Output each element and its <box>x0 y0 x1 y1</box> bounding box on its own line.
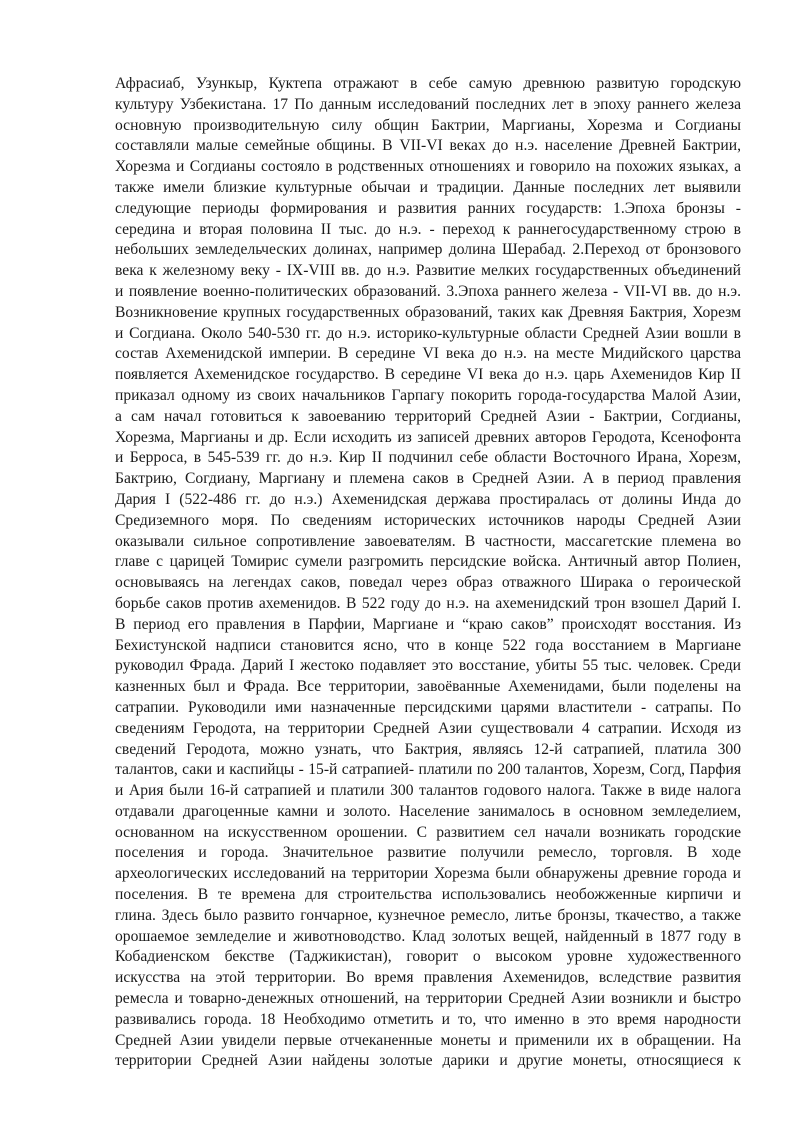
text-line: археологических исследований на территории Хорезма были обнаружены древние города и <box>115 865 741 883</box>
text-line: В период его правления в Парфии, Маргиане и “краю саков” происходят восстания. Из <box>115 615 741 633</box>
text-line: Средиземного моря. По сведениям исторических источников народы Средней Азии <box>115 511 741 529</box>
text-line: территории Средней Азии найдены золотые дарики и другие монеты, относящиеся к <box>115 1052 741 1070</box>
text-line: отдавали драгоценные камни и золото. Население занималось в основном земледелием, <box>115 802 741 820</box>
text-line: середина и вторая половина II тыс. до н.э. - переход к раннегосударственному строю в <box>115 220 741 238</box>
text-line: оказывали сильное сопротивление завоевателям. В частности, массагетские племена во <box>115 532 741 550</box>
text-line: основываясь на легендах саков, поведал через образ отважного Ширака о героической <box>115 574 741 592</box>
text-line: приказал одному из своих начальников Гарпагу покорить города-государства Малой Азии, <box>115 386 741 404</box>
text-line: поселения. В те времена для строительства использовались необожженные кирпичи и <box>115 886 741 904</box>
text-line: и Ария были 16-й сатрапией и платили 300 талантов годового налога. Также в виде налога <box>115 782 741 800</box>
text-line: сатрапии. Руководили ими назначенные персидскими царями властители - сатрапы. По <box>115 698 741 716</box>
text-line: сведений Геродота, можно узнать, что Бактрия, являясь 12-й сатрапией, платила 300 <box>115 740 741 758</box>
text-line: небольших земледельческих долинах, например долина Шерабад. 2.Переход от бронзового <box>115 241 741 259</box>
text-line: также имели близкие культурные обычаи и традиции. Данные последних лет выявили <box>115 178 741 196</box>
text-line: искусства на этой территории. Во время правления Ахеменидов, вследствие развития <box>115 969 741 987</box>
text-line: появляется Ахеменидское государство. В середине VI века до н.э. царь Ахеменидов Кир II <box>115 366 741 384</box>
text-line: сведениям Геродота, на территории Средней Азии существовали 4 сатрапии. Исходя из <box>115 719 741 737</box>
text-line: поселения и города. Значительное развитие получили ремесло, торговля. В ходе <box>115 844 741 862</box>
text-line: Хорезма и Согдианы состояло в родственных отношениях и говорило на похожих языках, а <box>115 158 741 176</box>
text-line: Афрасиаб, Узункыр, Куктепа отражают в себе самую древнюю развитую городскую <box>115 75 741 92</box>
text-line: Возникновение крупных государственных образований, таких как Древняя Бактрия, Хорезм <box>115 303 741 321</box>
text-line: развивались города. 18 Необходимо отметить и то, что именно в это время народности <box>115 1010 741 1028</box>
text-line: Хорезма, Маргианы и др. Если исходить из записей древних авторов Геродота, Ксенофонта <box>115 428 741 446</box>
text-line: и Согдиана. Около 540-530 гг. до н.э. историко-культурные области Средней Азии вошли в <box>115 324 741 342</box>
text-line: талантов, саки и каспийцы - 15-й сатрапией- платили по 200 талантов, Хорезм, Согд, Парфия <box>115 761 741 779</box>
text-line: а сам начал готовиться к завоеванию территорий Средней Азии - Бактрии, Согдианы, <box>115 407 741 425</box>
text-line: века к железному веку - IX-VIII вв. до н.э. Развитие мелких государственных объединений <box>115 262 741 280</box>
text-line: Бактрию, Согдиану, Маргиану и племена саков в Средней Азии. А в период правления <box>115 470 741 488</box>
body-text <box>115 74 741 1072</box>
text-line: орошаемое земледелие и животноводство. Клад золотых вещей, найденный в 1877 году в <box>115 927 741 945</box>
text-line: казненных был и Фрада. Все территории, завоёванные Ахеменидами, были поделены на <box>115 678 741 696</box>
text-line: глина. Здесь было развито гончарное, кузнечное ремесло, литье бронзы, ткачество, а также <box>115 906 741 924</box>
text-line: Бехистунской надписи становится ясно, что в конце 522 года восстанием в Маргиане <box>115 636 741 654</box>
text-line: и Берроса, в 545-539 гг. до н.э. Кир II подчинил себе области Восточного Ирана, Хорезм, <box>115 449 741 467</box>
text-line: культуру Узбекистана. 17 По данным исследований последних лет в эпоху раннего железа <box>115 95 741 113</box>
text-line: и появление военно-политических образований. 3.Эпоха раннего железа - VII-VI вв. до н.э. <box>115 282 741 300</box>
text-line: борьбе саков против ахеменидов. В 522 году до н.э. на ахеменидский трон взошел Дарий I. <box>115 594 741 612</box>
text-line: следующие периоды формирования и развития ранних государств: 1.Эпоха бронзы - <box>115 199 741 217</box>
text-line: основанном на искусственном орошении. С развитием сел начали возникать городские <box>115 823 741 841</box>
text-line: ремесла и товарно-денежных отношений, на территории Средней Азии возникли и быстро <box>115 990 741 1008</box>
text-line: Кобадиенском бекстве (Таджикистан), говорит о высоком уровне художественного <box>115 948 741 966</box>
text-line: составляли малые семейные общины. В VII-VI веках до н.э. население Древней Бактрии, <box>115 137 741 155</box>
text-line: Средней Азии увидели первые отчеканенные монеты и применили их в обращении. На <box>115 1031 741 1049</box>
text-line: состав Ахеменидской империи. В середине VI века до н.э. на месте Мидийского царства <box>115 345 741 363</box>
text-line: главе с царицей Томирис сумели разгромить персидские войска. Античный автор Полиен, <box>115 553 741 571</box>
text-line: руководил Фрада. Дарий I жестоко подавляет это восстание, убиты 55 тыс. человек. Среди <box>115 657 741 675</box>
text-line: Дария I (522-486 гг. до н.э.) Ахеменидская держава простиралась от долины Инда до <box>115 490 741 508</box>
text-line: основную производительную силу общин Бактрии, Маргианы, Хорезма и Согдианы <box>115 116 741 134</box>
